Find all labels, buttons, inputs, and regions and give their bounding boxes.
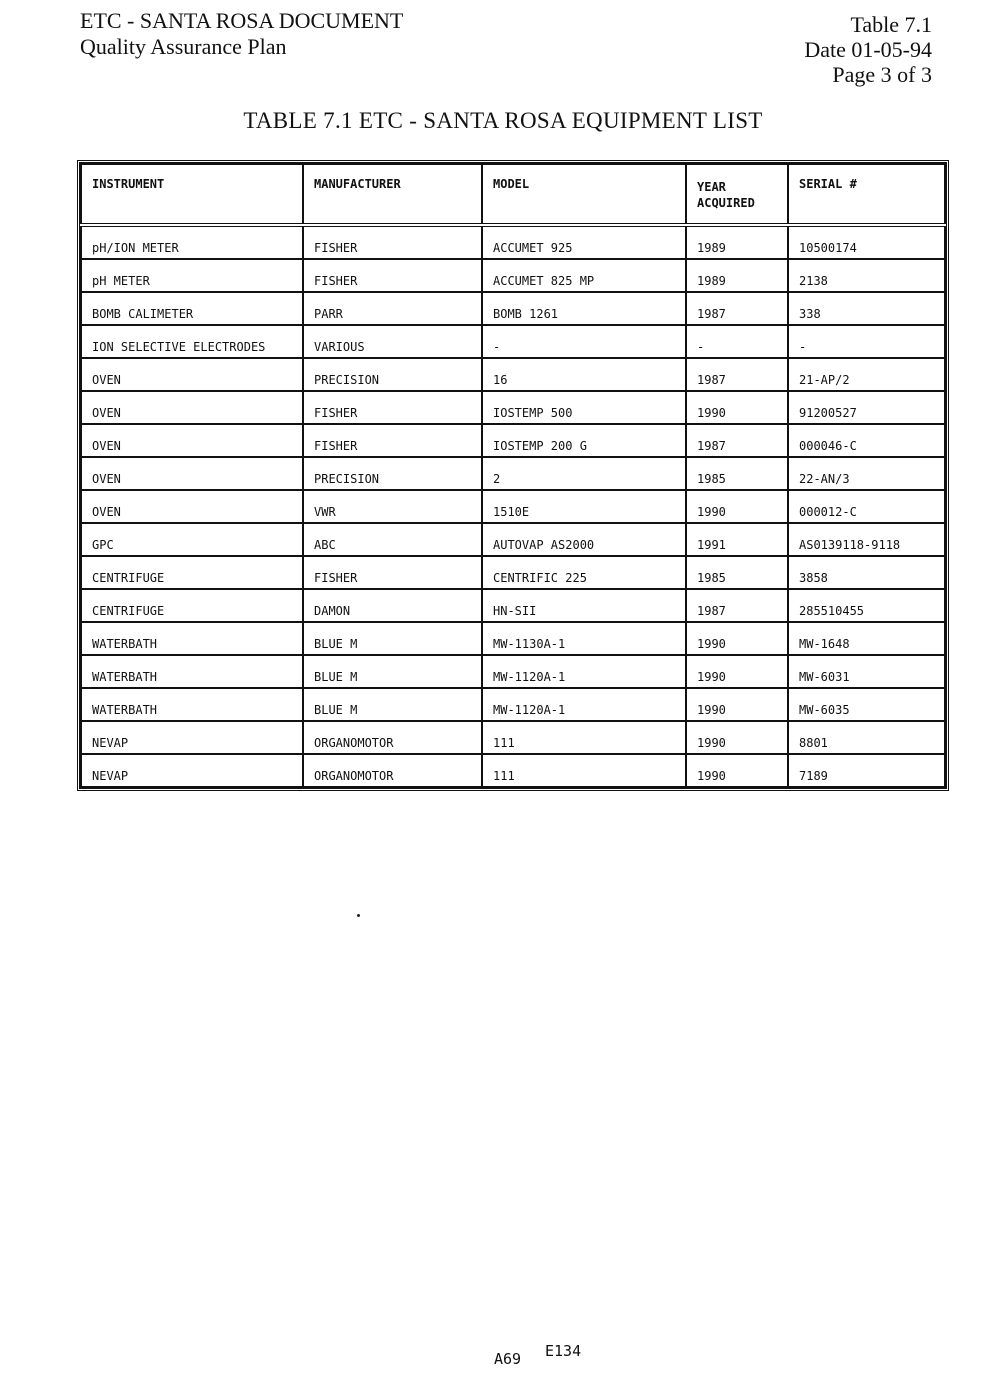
cell-manufacturer: BLUE M	[303, 655, 482, 688]
table-row	[81, 225, 945, 259]
cell-year-acquired: 1987	[686, 358, 788, 391]
cell-model: ACCUMET 825 MP	[482, 259, 686, 292]
footer-document-code: E134	[545, 1342, 582, 1360]
plan-line: Quality Assurance Plan	[80, 34, 287, 59]
table-row	[81, 259, 945, 292]
cell-manufacturer: PRECISION	[303, 457, 482, 490]
cell-manufacturer: FISHER	[303, 225, 482, 259]
column-header-year-acquired: YEAR ACQUIRED	[686, 164, 788, 225]
cell-instrument: WATERBATH	[81, 655, 303, 688]
table-body	[81, 225, 945, 787]
page-title: TABLE 7.1 ETC - SANTA ROSA EQUIPMENT LIST	[243, 108, 763, 133]
cell-manufacturer: ORGANOMOTOR	[303, 754, 482, 787]
cell-serial: 8801	[788, 721, 945, 754]
cell-serial: 338	[788, 292, 945, 325]
cell-instrument: OVEN	[81, 358, 303, 391]
cell-model: -	[482, 325, 686, 358]
cell-instrument: pH METER	[81, 259, 303, 292]
cell-model: ACCUMET 925	[482, 225, 686, 259]
cell-instrument: OVEN	[81, 457, 303, 490]
cell-serial: MW-1648	[788, 622, 945, 655]
cell-instrument: GPC	[81, 523, 303, 556]
table-row	[81, 655, 945, 688]
cell-year-acquired: 1990	[686, 622, 788, 655]
scan-speck	[357, 914, 360, 917]
table-row	[81, 556, 945, 589]
cell-serial: MW-6035	[788, 688, 945, 721]
cell-serial: 000046-C	[788, 424, 945, 457]
column-header-instrument: INSTRUMENT	[81, 164, 303, 225]
cell-manufacturer: PRECISION	[303, 358, 482, 391]
cell-manufacturer: FISHER	[303, 556, 482, 589]
cell-manufacturer: PARR	[303, 292, 482, 325]
cell-instrument: ION SELECTIVE ELECTRODES	[81, 325, 303, 358]
cell-year-acquired: 1987	[686, 424, 788, 457]
cell-manufacturer: VWR	[303, 490, 482, 523]
cell-instrument: OVEN	[81, 424, 303, 457]
cell-manufacturer: VARIOUS	[303, 325, 482, 358]
cell-serial: 10500174	[788, 225, 945, 259]
cell-year-acquired: 1989	[686, 225, 788, 259]
document-date: Date 01-05-94	[804, 37, 932, 62]
cell-year-acquired: 1985	[686, 457, 788, 490]
column-header-model: MODEL	[482, 164, 686, 225]
cell-year-acquired: 1990	[686, 754, 788, 787]
document-header-right	[804, 12, 932, 87]
cell-year-acquired: 1990	[686, 490, 788, 523]
cell-serial: 22-AN/3	[788, 457, 945, 490]
cell-serial: AS0139118-9118	[788, 523, 945, 556]
equipment-table	[80, 163, 946, 788]
cell-manufacturer: ORGANOMOTOR	[303, 721, 482, 754]
cell-manufacturer: ABC	[303, 523, 482, 556]
cell-model: CENTRIFIC 225	[482, 556, 686, 589]
cell-instrument: CENTRIFUGE	[81, 556, 303, 589]
cell-serial: 2138	[788, 259, 945, 292]
cell-year-acquired: 1991	[686, 523, 788, 556]
cell-year-acquired: 1990	[686, 688, 788, 721]
table-row	[81, 292, 945, 325]
equipment-table-frame	[77, 160, 949, 791]
table-row	[81, 391, 945, 424]
cell-serial: 000012-C	[788, 490, 945, 523]
cell-serial: -	[788, 325, 945, 358]
table-row	[81, 688, 945, 721]
cell-manufacturer: BLUE M	[303, 688, 482, 721]
cell-model: 2	[482, 457, 686, 490]
cell-instrument: OVEN	[81, 391, 303, 424]
cell-manufacturer: BLUE M	[303, 622, 482, 655]
table-reference: Table 7.1	[850, 12, 932, 37]
page-number: Page 3 of 3	[832, 62, 932, 87]
cell-manufacturer: DAMON	[303, 589, 482, 622]
cell-serial: MW-6031	[788, 655, 945, 688]
table-row	[81, 622, 945, 655]
cell-model: MW-1120A-1	[482, 688, 686, 721]
cell-year-acquired: 1987	[686, 589, 788, 622]
cell-model: 111	[482, 721, 686, 754]
cell-model: HN-SII	[482, 589, 686, 622]
table-row	[81, 523, 945, 556]
table-row	[81, 490, 945, 523]
cell-manufacturer: FISHER	[303, 259, 482, 292]
cell-year-acquired: 1990	[686, 655, 788, 688]
cell-instrument: pH/ION METER	[81, 225, 303, 259]
table-row	[81, 457, 945, 490]
cell-year-acquired: -	[686, 325, 788, 358]
cell-instrument: NEVAP	[81, 754, 303, 787]
cell-model: 111	[482, 754, 686, 787]
table-row	[81, 424, 945, 457]
cell-instrument: CENTRIFUGE	[81, 589, 303, 622]
cell-year-acquired: 1987	[686, 292, 788, 325]
table-row	[81, 325, 945, 358]
cell-model: 1510E	[482, 490, 686, 523]
organization-line: ETC - SANTA ROSA DOCUMENT	[80, 8, 404, 33]
column-header-serial: SERIAL #	[788, 164, 945, 225]
cell-instrument: NEVAP	[81, 721, 303, 754]
cell-serial: 7189	[788, 754, 945, 787]
cell-year-acquired: 1989	[686, 259, 788, 292]
cell-instrument: WATERBATH	[81, 688, 303, 721]
table-row	[81, 358, 945, 391]
table-row	[81, 589, 945, 622]
cell-manufacturer: FISHER	[303, 424, 482, 457]
cell-serial: 3858	[788, 556, 945, 589]
cell-instrument: OVEN	[81, 490, 303, 523]
table-row	[81, 721, 945, 754]
cell-model: IOSTEMP 200 G	[482, 424, 686, 457]
cell-model: 16	[482, 358, 686, 391]
cell-instrument: WATERBATH	[81, 622, 303, 655]
cell-model: AUTOVAP AS2000	[482, 523, 686, 556]
cell-manufacturer: FISHER	[303, 391, 482, 424]
cell-year-acquired: 1990	[686, 721, 788, 754]
cell-serial: 21-AP/2	[788, 358, 945, 391]
table-header-row	[81, 164, 945, 225]
cell-model: MW-1120A-1	[482, 655, 686, 688]
cell-model: MW-1130A-1	[482, 622, 686, 655]
column-header-manufacturer: MANUFACTURER	[303, 164, 482, 225]
cell-model: BOMB 1261	[482, 292, 686, 325]
table-row	[81, 754, 945, 787]
cell-model: IOSTEMP 500	[482, 391, 686, 424]
document-header-left	[80, 8, 403, 60]
cell-serial: 285510455	[788, 589, 945, 622]
cell-year-acquired: 1990	[686, 391, 788, 424]
cell-year-acquired: 1985	[686, 556, 788, 589]
cell-instrument: BOMB CALIMETER	[81, 292, 303, 325]
footer-page-code: A69	[494, 1350, 522, 1368]
cell-serial: 91200527	[788, 391, 945, 424]
